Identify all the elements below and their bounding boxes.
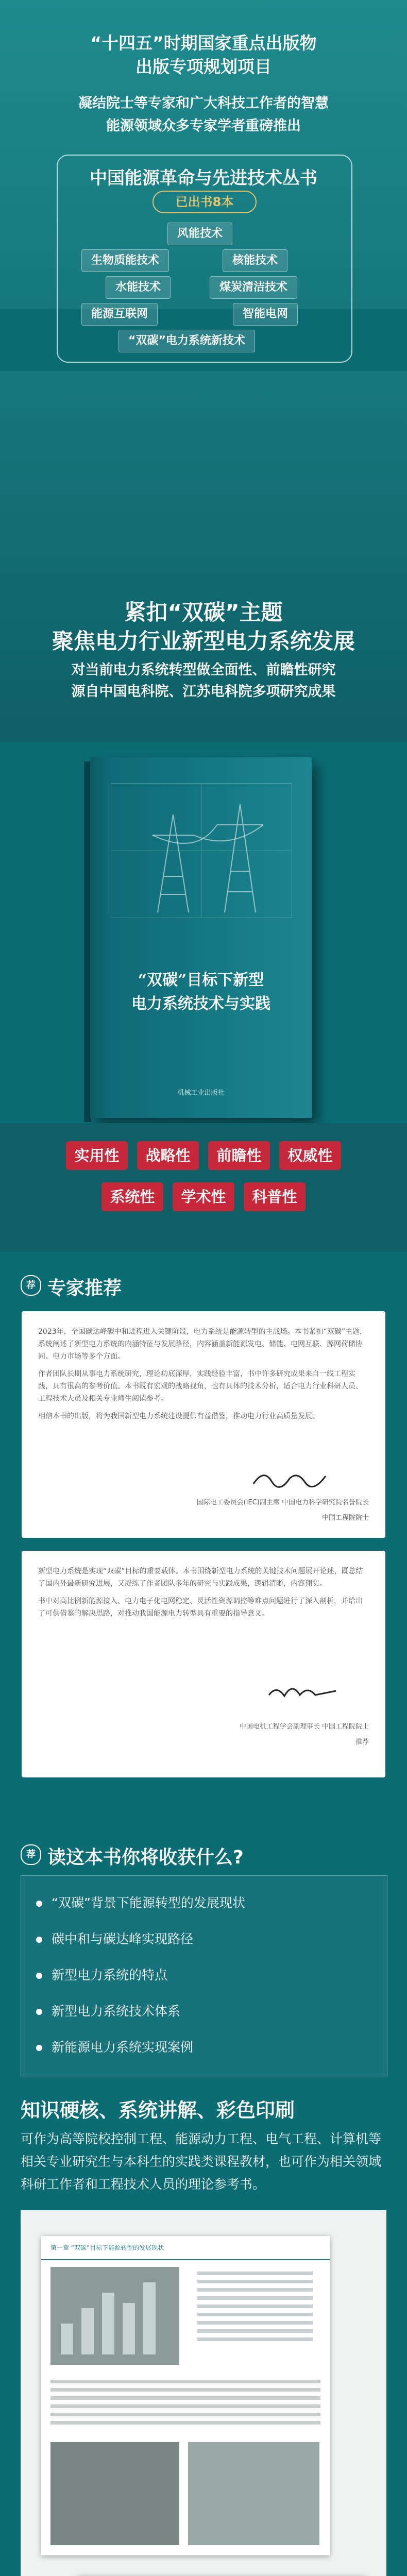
read-item-2 <box>36 1927 376 1952</box>
bullet-icon <box>36 2009 42 2015</box>
read-item-2-text: 碳中和与碳达峰实现路径 <box>52 1931 194 1946</box>
book-title <box>90 969 312 1016</box>
book-title-line-2: 电力系统技术与实践 <box>131 995 270 1013</box>
expert-card-1-affiliation: 国际电工委员会(IEC)副主席 中国电力科学研究院名誉院长 <box>196 1499 369 1506</box>
expert-card-2-para-1: 新型电力系统是实现“双碳”目标的重要载体。本书围绕新型电力系统的关键技术问题展开论述，既总结了国内外最新研究进展，又凝练了作者团队多年的研究与实践成果，逻辑清晰，内容翔实。 <box>38 1567 363 1588</box>
series-title: 中国能源革命与先进技术丛书 <box>90 168 317 189</box>
read-item-3 <box>36 1963 376 1988</box>
header-line-4: 能源领域众多专家学者重磅推出 <box>106 118 301 134</box>
header-line-2: 出版专项规划项目 <box>135 57 272 77</box>
bar-figure-icon <box>50 2267 179 2365</box>
feature-paragraph: 可作为高等院校控制工程、能源动力工程、电气工程、计算机等相关专业研究生与本科生的实践类课程教材，也可作为相关领域科研工作者和工程技术人员的理论参考书。 <box>21 2131 382 2192</box>
read-heading: 读这本书你将收获什么? <box>47 1847 244 1868</box>
series-chip-coal: 煤炭清洁技术 <box>210 276 297 299</box>
sample-page-1 <box>41 2236 330 2555</box>
sample-page-header: 第一章 “双碳”目标下能源转型的发展现状 <box>41 2236 330 2260</box>
bullet-icon <box>36 2045 42 2051</box>
tag-practical: 实用性 <box>66 1141 128 1170</box>
series-chip-hydro: 水能技术 <box>106 276 171 299</box>
transmission-tower-illustration <box>111 784 292 918</box>
bullet-icon <box>36 1973 42 1979</box>
read-item-5 <box>36 2035 376 2060</box>
expert-card-1-para-3: 相信本书的出版，将为我国新型电力系统建设提供有益借鉴，推动电力行业高质量发展。 <box>38 1412 319 1420</box>
signature-1 <box>248 1466 331 1492</box>
expert-card-1-title: 中国工程院院士 <box>321 1514 369 1522</box>
expert-card-2-title: 推荐 <box>355 1738 369 1746</box>
series-chip-smart-grid: 智能电网 <box>233 303 298 326</box>
tag-popular-science: 科普性 <box>244 1182 306 1211</box>
tag-authoritative: 权威性 <box>279 1141 341 1170</box>
read-item-3-text: 新型电力系统的特点 <box>52 1968 168 1982</box>
tag-forward-looking: 前瞻性 <box>208 1141 270 1170</box>
bullet-icon <box>36 1901 42 1907</box>
header-line-3: 凝结院士等专家和广大科技工作者的智慧 <box>78 95 329 111</box>
sample-figure-chart <box>50 2267 179 2365</box>
read-item-1-text: “双碳”背景下能源转型的发展现状 <box>52 1895 245 1910</box>
read-item-5-text: 新能源电力系统实现案例 <box>52 2040 194 2055</box>
read-item-1 <box>36 1891 376 1916</box>
hero-line-4: 源自中国电科院、江苏电科院多项研究成果 <box>71 684 336 700</box>
tag-strategic: 战略性 <box>137 1141 199 1170</box>
hero-line-2: 聚焦电力行业新型电力系统发展 <box>52 629 355 654</box>
published-count-badge: 已出书8本 <box>152 191 257 213</box>
recommend-badge-icon: 荐 <box>21 1275 41 1296</box>
signature-2 <box>264 1680 341 1705</box>
expert-card-2-para-2: 书中对高比例新能源接入、电力电子化电网稳定、灵活性资源调控等难点问题进行了深入剖析，并给出了可供借鉴的解决思路，对推动我国能源电力转型具有重要的指导意义。 <box>38 1597 363 1618</box>
hero-line-1: 紧扣“双碳”主题 <box>124 600 283 625</box>
series-chip-energy-internet: 能源互联网 <box>81 303 158 326</box>
header-line-1: “十四五”时期国家重点出版物 <box>90 33 317 53</box>
read-item-4 <box>36 1999 376 2024</box>
book-publisher: 机械工业出版社 <box>177 1089 225 1097</box>
series-chip-wind: 风能技术 <box>167 223 232 245</box>
bullet-icon <box>36 1937 42 1943</box>
series-chip-nuclear: 核能技术 <box>223 249 287 272</box>
expert-card-1-para-1: 2023年，全国碳达峰碳中和进程进入关键阶段，电力系统是能源转型的主战场。本书紧扣“双碳”主题，系统阐述了新型电力系统的内涵特征与发展路径，内容涵盖新能源发电、储能、电网互联、源网荷储协同、电力市场等多个方面。 <box>38 1328 367 1361</box>
book-title-line-1: “双碳”目标下新型 <box>138 971 264 989</box>
sample-photo-2 <box>188 2442 319 2545</box>
sample-photo-1 <box>50 2442 179 2545</box>
expert-card-1 <box>22 1311 385 1538</box>
tags-row-1 <box>0 1141 407 1171</box>
expert-card-1-para-2: 作者团队长期从事电力系统研究，理论功底深厚，实践经验丰富，书中许多研究成果来自一线工程实践，具有很高的参考价值。本书既有宏观的战略视角，也有具体的技术分析，适合电力行业科研人员、工程技术人员及相关专业师生阅读参考。 <box>38 1370 363 1403</box>
feature-heading: 知识硬核、系统讲解、彩色印刷 <box>21 2099 295 2122</box>
read-item-4-text: 新型电力系统技术体系 <box>52 2004 181 2019</box>
cover-artwork <box>111 783 292 918</box>
series-chip-dual-carbon: “双碳”电力系统新技术 <box>118 330 255 352</box>
tag-systematic: 系统性 <box>101 1182 163 1211</box>
expert-heading: 专家推荐 <box>47 1278 122 1299</box>
hero-line-3: 对当前电力系统转型做全面性、前瞻性研究 <box>71 662 336 678</box>
tag-academic: 学术性 <box>173 1182 234 1211</box>
tags-row-2 <box>0 1182 407 1212</box>
read-badge-icon: 荐 <box>21 1844 41 1865</box>
expert-card-2-affiliation: 中国电机工程学会副理事长 中国工程院院士 <box>239 1723 369 1731</box>
series-chip-biomass: 生物质能技术 <box>81 249 169 272</box>
expert-card-2 <box>22 1551 385 1777</box>
